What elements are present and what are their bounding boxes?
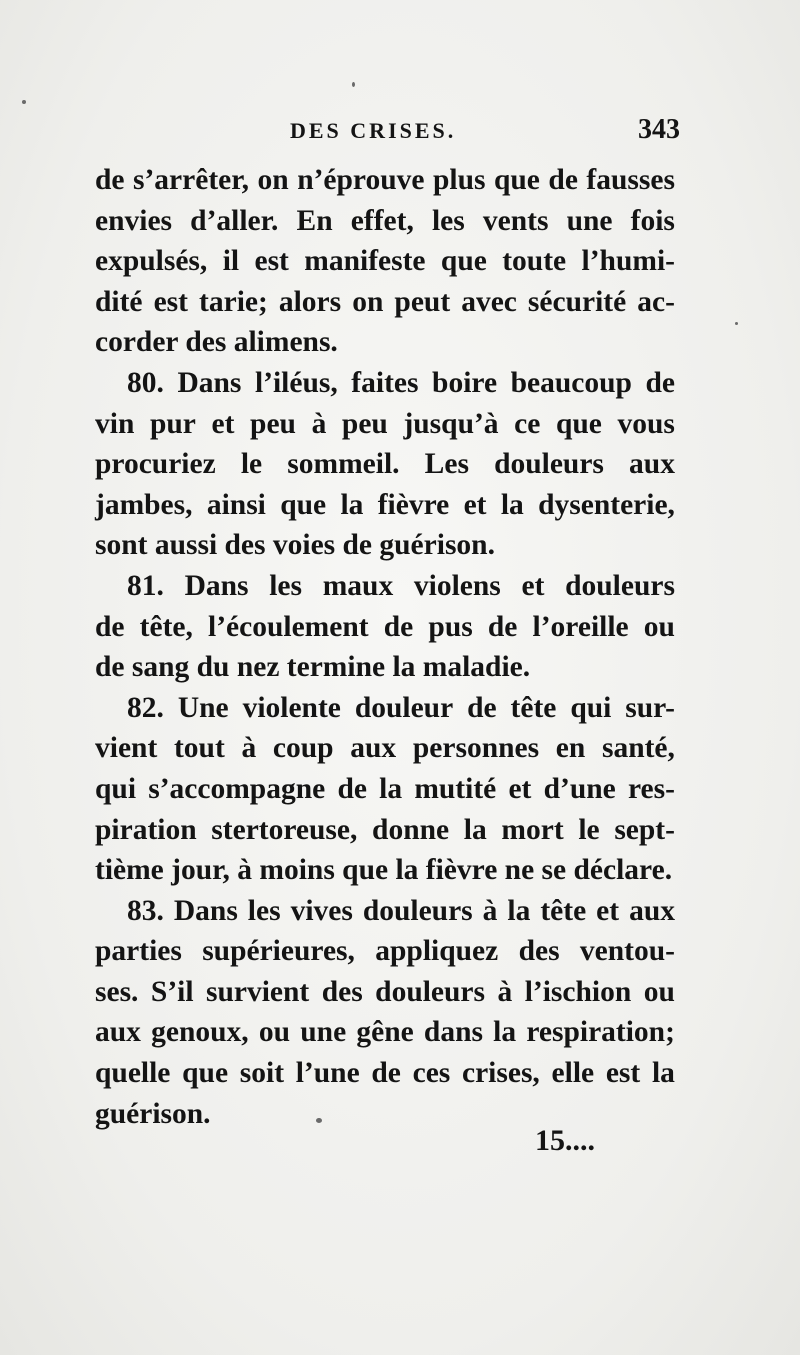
catchword: 15.... [535, 1124, 595, 1157]
running-head [90, 114, 680, 150]
text-line: aux genoux, ou une gêne dans la respiration; [95, 1016, 675, 1049]
text-line: vient tout à coup aux personnes en santé, [95, 732, 675, 765]
text-line: de tête, l’écoulement de pus de l’oreille ou [95, 610, 675, 643]
text-line: envies d’aller. En effet, les vents une fois [95, 204, 675, 237]
ink-speck [735, 322, 738, 325]
text-line: 81. Dans les maux violens et douleurs [127, 569, 675, 602]
page-number: 343 [638, 114, 680, 145]
text-line: jambes, ainsi que la fièvre et la dysenterie, [95, 488, 675, 521]
text-line: ses. S’il survient des douleurs à l’ischion ou [95, 975, 675, 1008]
text-line: piration stertoreuse, donne la mort le sept- [95, 813, 675, 846]
text-line: qui s’accompagne de la mutité et d’une res- [95, 772, 675, 805]
text-line: quelle que soit l’une de ces crises, elle est la [95, 1057, 675, 1090]
body-text [95, 160, 675, 1134]
text-line: vin pur et peu à peu jusqu’à ce que vous [95, 407, 675, 440]
running-title: DES CRISES. [290, 118, 457, 143]
text-line: tième jour, à moins que la fièvre ne se déclare. [95, 854, 673, 887]
text-line: 80. Dans l’iléus, faites boire beaucoup de [127, 366, 675, 399]
text-line: guérison. [95, 1097, 211, 1130]
text-line: 83. Dans les vives douleurs à la tête et aux [127, 894, 675, 927]
text-line: corder des alimens. [95, 326, 338, 359]
text-line: de s’arrêter, on n’éprouve plus que de fausses [95, 164, 675, 196]
text-line: 82. Une violente douleur de tête qui sur- [127, 691, 675, 724]
text-line: de sang du nez termine la maladie. [95, 651, 531, 684]
ink-speck [352, 82, 355, 87]
text-line: sont aussi des voies de guérison. [95, 529, 495, 562]
text-line: dité est tarie; alors on peut avec sécurité ac- [95, 285, 675, 318]
text-line: parties supérieures, appliquez des ventou- [95, 935, 675, 968]
text-line: procuriez le sommeil. Les douleurs aux [95, 448, 675, 481]
ink-speck [316, 1118, 322, 1123]
text-line: expulsés, il est manifeste que toute l’humi- [95, 245, 675, 278]
ink-speck [22, 100, 26, 104]
